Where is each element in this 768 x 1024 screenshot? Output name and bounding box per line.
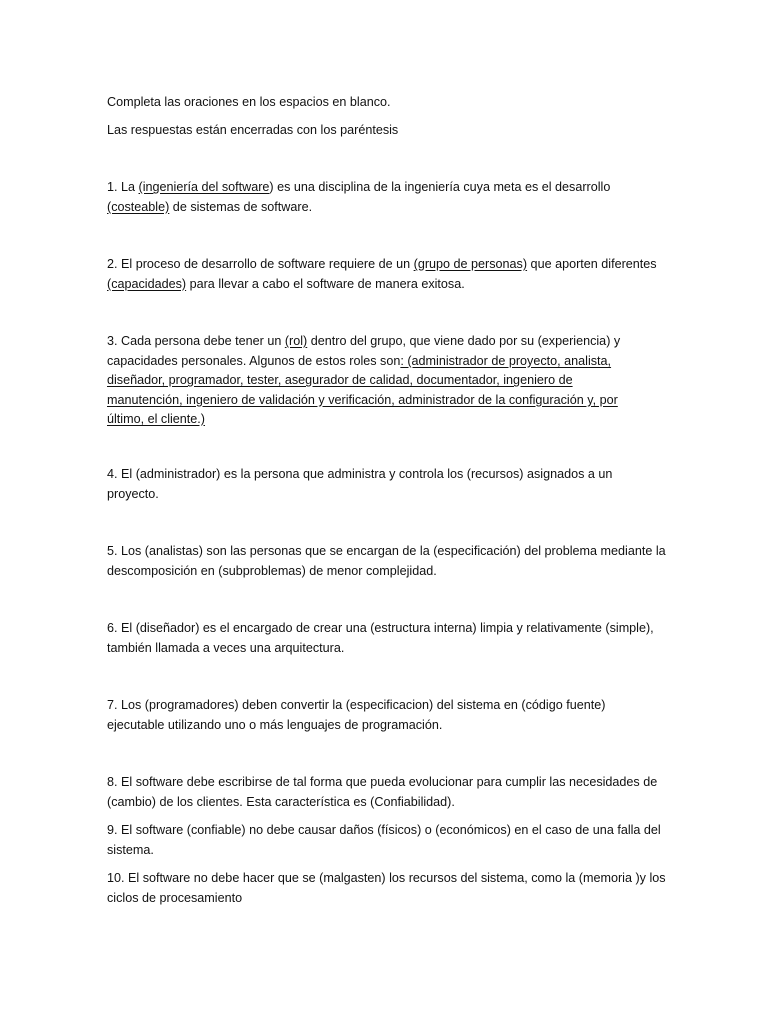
question-text: 8. El software debe escribirse de tal forma que pueda evolucionar para cumplir las necesidades de (107, 775, 658, 789)
question-6 (107, 619, 667, 658)
question-line (107, 332, 667, 352)
question-text: ciclos de procesamiento (107, 890, 243, 905)
question-text: 1. La (107, 180, 139, 194)
question-text: que aporten diferentes (527, 257, 657, 271)
question-5 (107, 542, 667, 581)
answer-underlined-text: : (administrador de proyecto, analista, (400, 353, 612, 368)
question-line (107, 465, 667, 485)
answer-underlined-text: (costeable) (107, 199, 170, 214)
question-line (107, 542, 667, 562)
question-line (107, 773, 667, 793)
question-text: de sistemas de software. (169, 199, 313, 214)
question-line (107, 485, 667, 505)
answer-underlined-text: (rol) (284, 334, 308, 348)
answer-underlined-text: diseñador, programador, tester, asegurador de calidad, documentador, ingeniero de (107, 373, 573, 387)
question-4 (107, 465, 667, 504)
question-line (107, 639, 667, 659)
question-line (107, 869, 667, 889)
question-2 (107, 255, 667, 294)
instruction-line-2: Las respuestas están encerradas con los paréntesis (107, 123, 399, 137)
question-text: 9. El software (confiable) no debe causar daños (físicos) o (económicos) en el caso de una falla del (107, 823, 661, 837)
question-line (107, 410, 667, 430)
question-line (107, 391, 667, 411)
question-8 (107, 773, 667, 812)
question-line (107, 841, 667, 861)
question-text: 4. El (administrador) es la persona que administra y controla los (recursos) asignados a un (107, 467, 613, 481)
question-line (107, 619, 667, 639)
question-10 (107, 869, 667, 908)
instruction-line-1: Completa las oraciones en los espacios en blanco. (107, 95, 391, 109)
question-text: ejecutable utilizando uno o más lenguajes de programación. (107, 717, 443, 732)
question-text: descomposición en (subproblemas) de menor complejidad. (107, 563, 437, 578)
question-text: también llamada a veces una arquitectura. (107, 640, 345, 655)
question-text: 10. El software no debe hacer que se (malgasten) los recursos del sistema, como la (memoria )y los (107, 871, 666, 885)
question-line (107, 793, 667, 813)
question-1 (107, 178, 667, 217)
question-line (107, 255, 667, 275)
question-text: 5. Los (analistas) son las personas que se encargan de la (especificación) del problema mediante la (107, 544, 666, 558)
answer-underlined-text: (capacidades) (107, 276, 187, 291)
question-text: (cambio) de los clientes. Esta característica es (Confiabilidad). (107, 794, 455, 809)
question-9 (107, 821, 667, 860)
question-line (107, 371, 667, 391)
question-line (107, 716, 667, 736)
question-line (107, 562, 667, 582)
question-line (107, 889, 667, 909)
question-3 (107, 332, 667, 430)
question-text: 2. El proceso de desarrollo de software requiere de un (107, 257, 414, 271)
question-line (107, 352, 667, 372)
question-text: proyecto. (107, 486, 159, 501)
question-7 (107, 696, 667, 735)
answer-underlined-text: último, el cliente.) (107, 412, 205, 426)
question-text: 7. Los (programadores) deben convertir la (especificacion) del sistema en (código fuente) (107, 698, 606, 712)
answer-underlined-text: manutención, ingeniero de validación y verificación, administrador de la configuración y, por (107, 392, 618, 407)
question-text: para llevar a cabo el software de manera exitosa. (186, 276, 465, 291)
question-line (107, 821, 667, 841)
question-text: 3. Cada persona debe tener un (107, 334, 285, 348)
question-text: capacidades personales. Algunos de estos roles son (107, 353, 401, 368)
question-line (107, 696, 667, 716)
question-text: dentro del grupo, que viene dado por su (experiencia) y (307, 334, 621, 348)
question-text: sistema. (107, 842, 154, 857)
question-text: ) es una disciplina de la ingeniería cuya meta es el desarrollo (269, 180, 611, 194)
answer-underlined-text: (grupo de personas) (413, 257, 528, 271)
question-text: 6. El (diseñador) es el encargado de crear una (estructura interna) limpia y relativamente (simple), (107, 621, 654, 635)
question-line (107, 178, 667, 198)
question-line (107, 275, 667, 295)
answer-underlined-text: (ingeniería del software (138, 180, 270, 194)
question-line (107, 198, 667, 218)
